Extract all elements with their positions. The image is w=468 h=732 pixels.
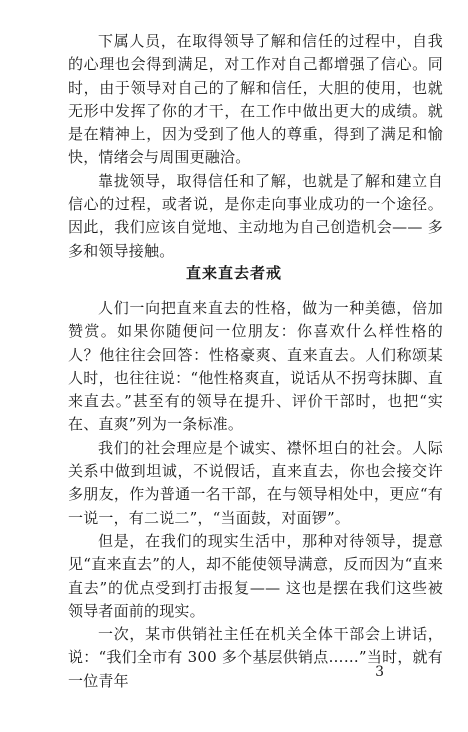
paragraph: 但是，在我们的现实生活中，那种对待领导，提意见“直来直去”的人，却不能使领导满意，反而因为“直来直去”的优点受到打击报复—— 这也是摆在我们这些被领导者面前的现实。 <box>68 531 443 620</box>
section-body <box>68 297 443 693</box>
page-number: 3 <box>375 664 384 680</box>
paragraph: 一次，某市供销社主任在机关全体干部会上讲话，说：“我们全市有 300 多个基层供销点……”当时，就有一位青年 <box>68 625 443 690</box>
paragraph: 下属人员，在取得领导了解和信任的过程中，自我的心理也会得到满足，对工作对自己都增强了信心。同时，由于领导对自己的了解和信任，大胆的使用，也就无形中发挥了你的才干，在工作中做出更大的成绩。就是在精神上，因为受到了他人的尊重，得到了满足和愉快，情绪会与周围更融洽。 <box>68 32 443 167</box>
paragraph: 人们一向把直来直去的性格，做为一种美德，倍加赞赏。如果你随便问一位朋友：你喜欢什么样性格的人？他往往会回答：性格豪爽、直来直去。人们称颂某人时，也往往说：“他性格爽直，说话从不拐弯抹脚、直来直去。”甚至有的领导在提升、评价干部时，也把“实在、直爽”列为一条标准。 <box>68 299 443 434</box>
section-intro <box>68 30 443 263</box>
paragraph: 我们的社会理应是个诚实、襟怀坦白的社会。人际关系中做到坦诚，不说假话，直来直去，你也会接交许多朋友，作为普通一名干部，在与领导相处中，更应“有一说一，有二说二”，“当面鼓，对面锣”。 <box>68 438 443 527</box>
paragraph: 靠拢领导，取得信任和了解，也就是了解和建立自信心的过程，或者说，是你走向事业成功的一个途径。因此，我们应该自觉地、主动地为自己创造机会—— 多多和领导接触。 <box>68 171 443 260</box>
section-heading: 直来直去者戒 <box>185 264 282 282</box>
